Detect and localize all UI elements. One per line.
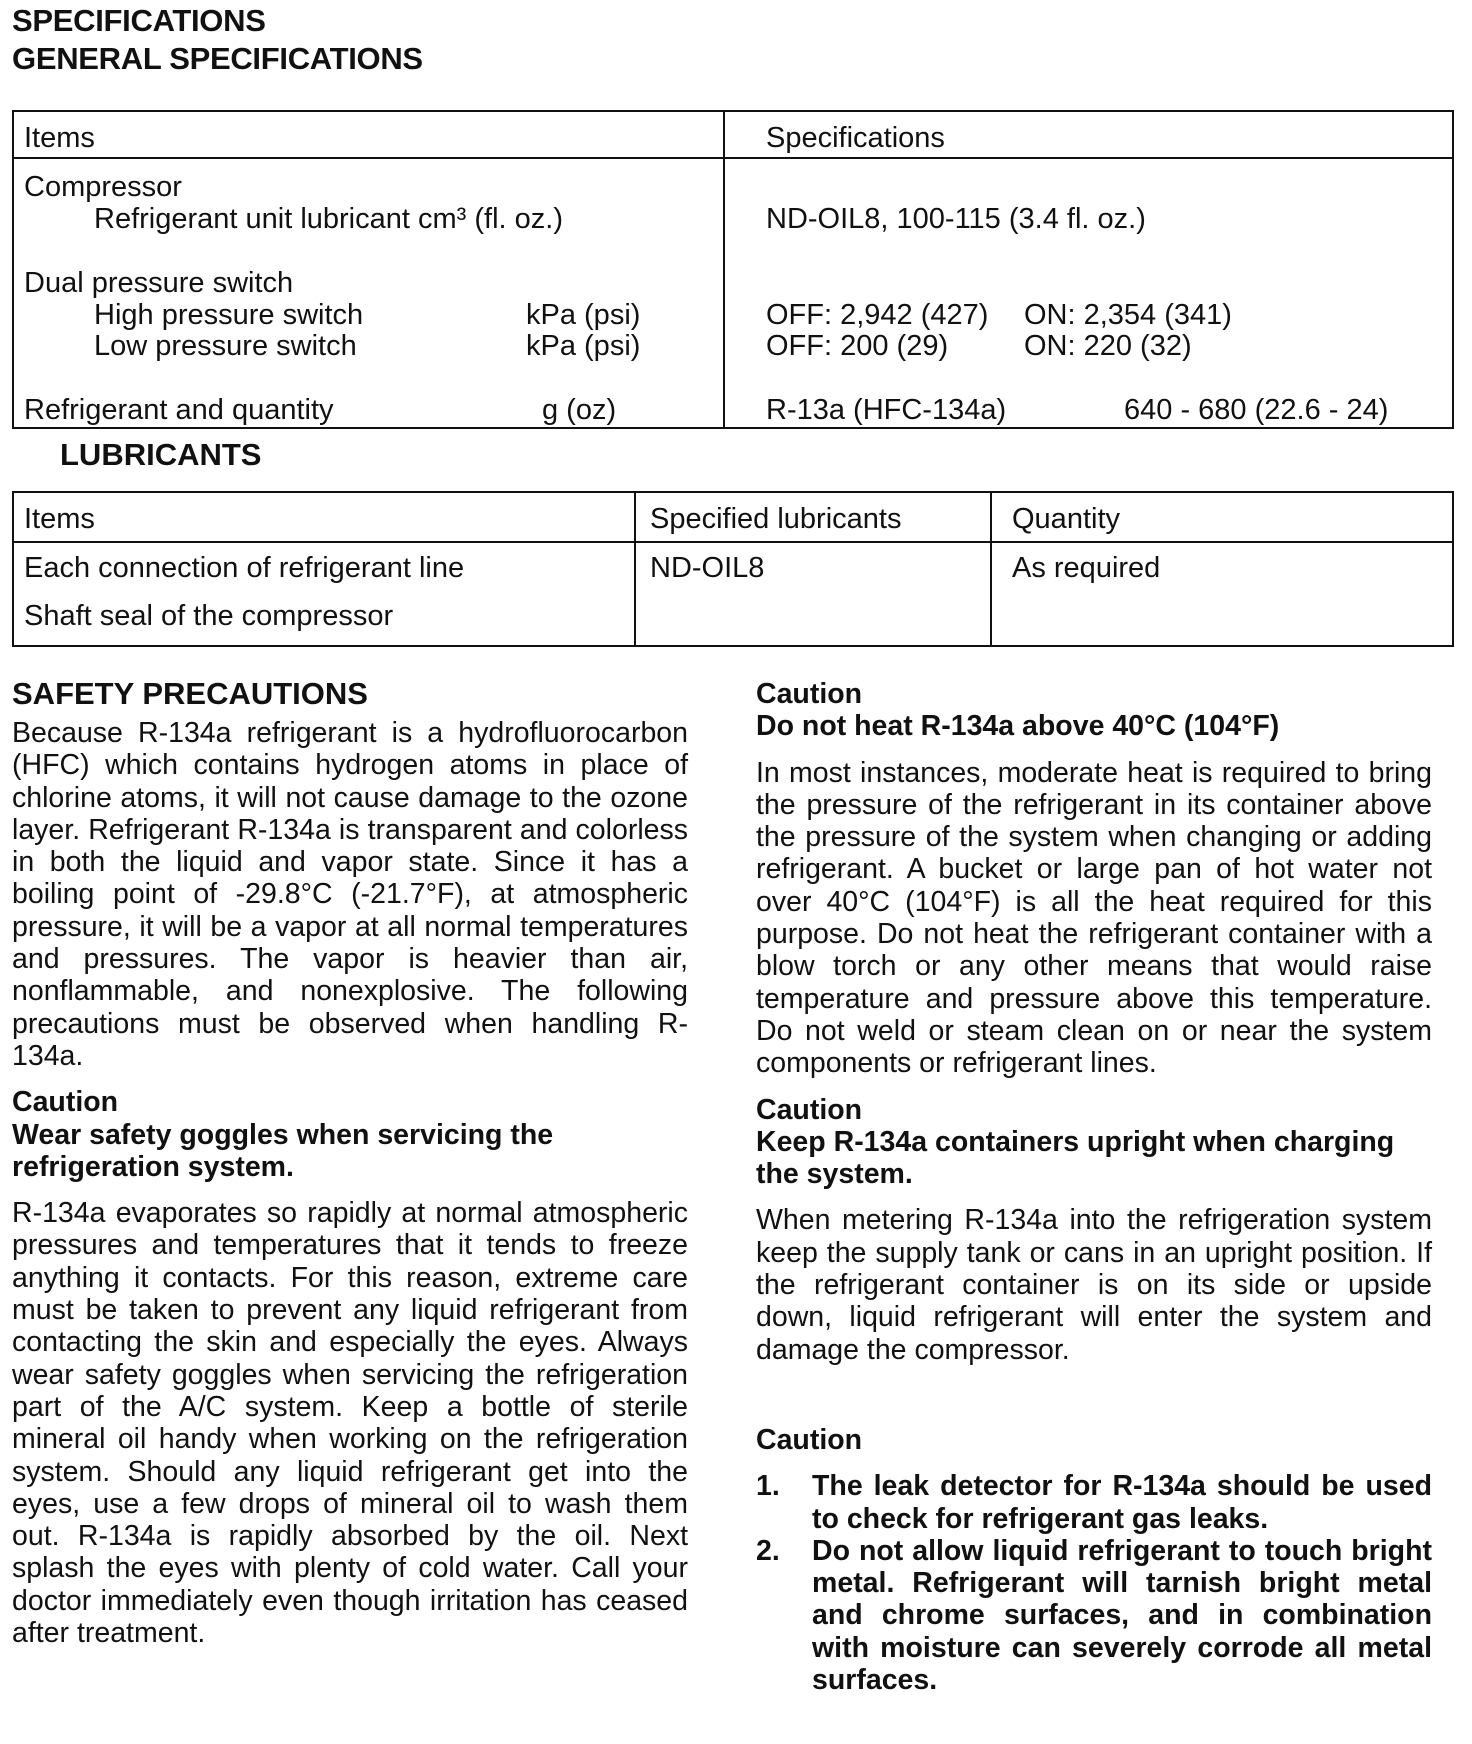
caution-label: Caution bbox=[756, 1093, 863, 1126]
lubricant-value: ND-OIL8, 100-115 (3.4 fl. oz.) bbox=[766, 203, 1146, 235]
list-text: The leak detector for R-134a should be used to check for refrigerant gas leaks. bbox=[812, 1470, 1432, 1535]
lub-items-header: Items bbox=[24, 503, 95, 535]
refrigerant-quantity: 640 - 680 (22.6 - 24) bbox=[1124, 394, 1389, 426]
list-number: 1. bbox=[756, 1470, 780, 1503]
right-column bbox=[756, 678, 1432, 1696]
caution-label: Caution bbox=[756, 1423, 863, 1456]
list-item bbox=[756, 1470, 1432, 1535]
caution-label: Caution bbox=[12, 1086, 119, 1119]
lub-item-1: Each connection of refrigerant line bbox=[24, 552, 465, 584]
lub-specified-header: Specified lubricants bbox=[650, 503, 902, 535]
general-specifications-title: GENERAL SPECIFICATIONS bbox=[12, 41, 423, 76]
specifications-header: Specifications bbox=[766, 122, 945, 154]
dual-pressure-label: Dual pressure switch bbox=[24, 267, 294, 299]
low-pressure-on: ON: 220 (32) bbox=[1024, 330, 1192, 362]
items-header: Items bbox=[24, 122, 95, 154]
compressor-label: Compressor bbox=[24, 171, 182, 203]
caution-body: When metering R-134a into the refrigeration system keep the supply tank or cans in an upright position. If the refrigerant container is on its side or upside down, liquid refrigerant will enter the system and damage the compressor. bbox=[756, 1204, 1432, 1366]
caution-list bbox=[756, 1470, 1432, 1696]
lub-quantity-value: As required bbox=[1012, 552, 1161, 584]
list-item bbox=[756, 1535, 1432, 1696]
lubricants-title: LUBRICANTS bbox=[60, 437, 262, 472]
high-pressure-off: OFF: 2,942 (427) bbox=[766, 299, 989, 331]
low-pressure-label: Low pressure switch bbox=[94, 330, 357, 362]
lub-quantity-header: Quantity bbox=[1012, 503, 1120, 535]
high-pressure-unit: kPa (psi) bbox=[526, 299, 641, 331]
refrigerant-unit: g (oz) bbox=[542, 394, 617, 426]
caution-heading: Wear safety goggles when servicing the refrigeration system. bbox=[12, 1118, 554, 1183]
lubricants-table bbox=[12, 491, 1454, 647]
safety-precautions-title: SAFETY PRECAUTIONS bbox=[12, 676, 368, 711]
list-text: Do not allow liquid refrigerant to touch bright metal. Refrigerant will tarnish bright metal and chrome surfaces, and in combination with moisture can severely corrode all metal surfaces. bbox=[812, 1534, 1432, 1697]
high-pressure-label: High pressure switch bbox=[94, 299, 364, 331]
caution-body: R-134a evaporates so rapidly at normal atmospheric pressures and temperatures that it tends to freeze anything it contacts. For this reason, extreme care must be taken to prevent any liquid refrigerant from contacting the skin and especially the eyes. Always wear safety goggles when servicing the refrigeration part of the A/C system. Keep a bottle of sterile mineral oil handy when working on the refrigeration system. Should any liquid refrigerant get into the eyes, use a few drops of mineral oil to wash them out. R-134a is rapidly absorbed by the oil. Next splash the eyes with plenty of cold water. Call your doctor immediately even though irritation has ceased after treatment. bbox=[12, 1197, 688, 1650]
lub-item-2: Shaft seal of the compressor bbox=[24, 600, 394, 632]
lub-specified-value: ND-OIL8 bbox=[650, 552, 765, 584]
caution-label: Caution bbox=[756, 678, 863, 710]
high-pressure-on: ON: 2,354 (341) bbox=[1024, 299, 1232, 331]
caution-heading: Keep R-134a containers upright when charging the system. bbox=[756, 1125, 1395, 1191]
refrigerant-type: R-13a (HFC-134a) bbox=[766, 394, 1007, 426]
safety-intro: Because R-134a refrigerant is a hydrofluorocarbon (HFC) which contains hydrogen atoms in place of chlorine atoms, it will not cause damage to the ozone layer. Refrigerant R-134a is transparent and colorless in both the liquid and vapor state. Since it has a boiling point of -29.8°C (-21.7°F), at atmospheric pressure, it will be a vapor at all normal temperatures and pressures. The vapor is heavier than air, nonflammable, and nonexplosive. The following precautions must be observed when handling R-134a. bbox=[12, 717, 688, 1072]
page-title: SPECIFICATIONS bbox=[12, 3, 266, 38]
left-column bbox=[12, 675, 688, 1649]
low-pressure-unit: kPa (psi) bbox=[526, 330, 641, 362]
general-specifications-table bbox=[12, 110, 1454, 429]
caution-heading: Do not heat R-134a above 40°C (104°F) bbox=[756, 710, 1280, 743]
low-pressure-off: OFF: 200 (29) bbox=[766, 330, 949, 362]
caution-body: In most instances, moderate heat is required to bring the pressure of the refrigerant in its container above the pressure of the system when changing or adding refrigerant. A bucket or large pan of hot water not over 40°C (104°F) is all the heat required for this purpose. Do not heat the refrigerant container with a blow torch or any other means that would raise temperature and pressure above this temperature. Do not weld or steam clean on or near the system components or refrigerant lines. bbox=[756, 756, 1432, 1080]
refrigerant-label: Refrigerant and quantity bbox=[24, 394, 334, 426]
lubricant-label: Refrigerant unit lubricant cm³ (fl. oz.) bbox=[94, 203, 563, 235]
list-number: 2. bbox=[756, 1534, 780, 1567]
